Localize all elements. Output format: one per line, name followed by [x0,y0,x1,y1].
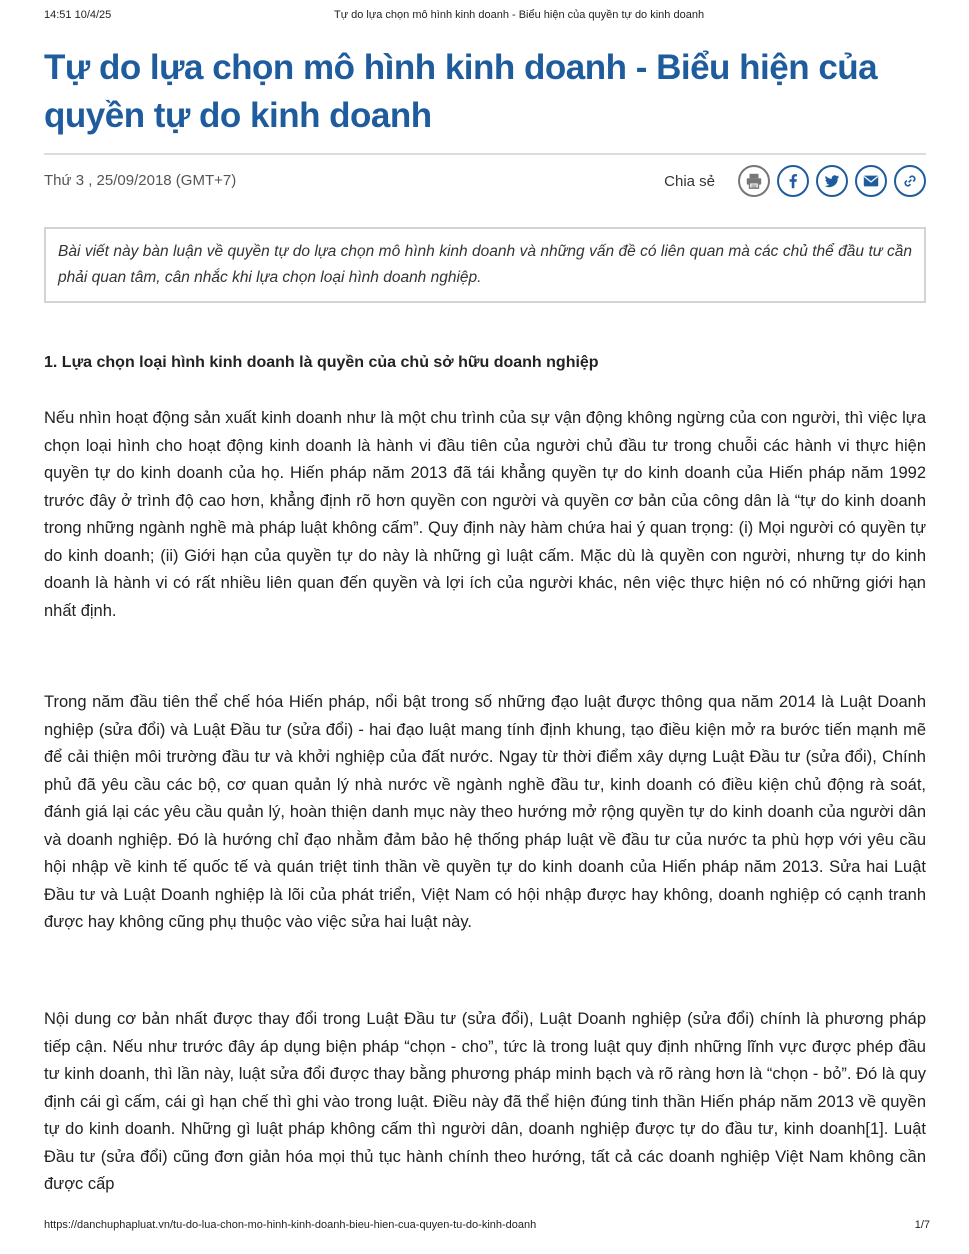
twitter-icon [823,172,841,190]
facebook-icon [784,172,802,190]
share-label: Chia sẻ [664,172,715,190]
article-paragraph: Nếu nhìn hoạt động sản xuất kinh doanh như là một chu trình của sự vận động không ngừng của con người, thì việc lựa chọn loại hình cho hoạt động kinh doanh là hành vi đầu tiên của người chủ đầu tư trong chuỗi các hành vi thực hiện quyền tự do kinh doanh của họ. Hiến pháp năm 2013 đã tái khẳng quyền tự do kinh doanh của Hiến pháp năm 1992 trước đây ở trình độ cao hơn, khẳng định rõ hơn quyền con người và quyền cơ bản của công dân là “tự do kinh doanh trong những ngành nghề mà pháp luật không cấm”. Quy định này hàm chứa hai ý quan trọng: (i) Mọi người có quyền tự do kinh doanh; (ii) Giới hạn của quyền tự do này là những gì luật cấm. Mặc dù là quyền con người, nhưng tự do kinh doanh là hành vi có rất nhiều liên quan đến quyền và lợi ích của người khác, nên việc thực hiện nó có những giới hạn nhất định. [44,409,926,620]
share-bar [664,162,926,200]
article-paragraph: Nội dung cơ bản nhất được thay đổi trong Luật Đầu tư (sửa đổi), Luật Doanh nghiệp (sửa đổi) chính là phương pháp tiếp cận. Nếu như trước đây áp dụng biện pháp “chọn - cho”, tức là trong luật quy định những lĩnh vực được phép đầu tư kinh doanh, thì lần này, luật sửa đổi được thay bằng phương pháp minh bạch và rõ ràng hơn là “chọn - bỏ”. Đó là quy định cái gì cấm, cái gì hạn chế thì ghi vào trong luật. Điều này đã thể hiện đúng tinh thần Hiến pháp năm 2013 về quyền tự do kinh doanh. Những gì luật pháp không cấm thì người dân, doanh nghiệp được tự do đầu tư, kinh doanh[1]. Luật Đầu tư (sửa đổi) cũng đơn giản hóa mọi thủ tục hành chính theo hướng, tất cả các doanh nghiệp Việt Nam không cần được cấp [44,1010,926,1193]
print-button[interactable] [738,165,770,197]
print-doc-title: Tự do lựa chọn mô hình kinh doanh - Biểu hiện của quyền tự do kinh doanh [334,9,705,21]
twitter-share-button[interactable] [816,165,848,197]
divider [44,153,926,155]
link-icon [901,172,919,190]
print-icon [745,172,763,190]
article-title: Tự do lựa chọn mô hình kinh doanh - Biểu hiện của quyền tự do kinh doanh [44,48,878,135]
print-url: https://danchuphapluat.vn/tu-do-lua-chon-mo-hinh-kinh-doanh-bieu-hien-cua-quyen-tu-do-kinh-doanh [44,1219,537,1231]
print-datetime: 14:51 10/4/25 [44,9,112,21]
copy-link-button[interactable] [894,165,926,197]
article-summary: Bài viết này bàn luận về quyền tự do lựa chọn mô hình kinh doanh và những vấn đề có liên quan mà các chủ thể đầu tư cần phải quan tâm, cân nhắc khi lựa chọn loại hình doanh nghiệp. [44,227,926,303]
email-share-button[interactable] [855,165,887,197]
section-heading: 1. Lựa chọn loại hình kinh doanh là quyền của chủ sở hữu doanh nghiệp [44,354,599,371]
print-header [44,9,930,23]
print-footer [44,1219,930,1233]
page-number: 1/7 [914,1219,930,1231]
facebook-share-button[interactable] [777,165,809,197]
email-icon [862,172,880,190]
article-date: Thứ 3 , 25/09/2018 (GMT+7) [44,172,237,189]
article-paragraph: Trong năm đầu tiên thể chế hóa Hiến pháp, nổi bật trong số những đạo luật được thông qua năm 2014 là Luật Doanh nghiệp (sửa đổi) và Luật Đầu tư (sửa đổi) - hai đạo luật mang tính định khung, tạo điều kiện mở ra bước tiến mạnh mẽ để cải thiện môi trường đầu tư và khởi nghiệp của đất nước. Ngay từ thời điểm xây dựng Luật Đầu tư (sửa đổi), Chính phủ đã yêu cầu các bộ, cơ quan quản lý nhà nước về ngành nghề đầu tư, kinh doanh có điều kiện chủ động rà soát, đánh giá lại các yêu cầu quản lý, hoàn thiện danh mục này theo hướng mở rộng quyền tự do kinh doanh của người dân và doanh nghiệp. Đó là hướng chỉ đạo nhằm đảm bảo hệ thống pháp luật về đầu tư của nước ta phù hợp với yêu cầu hội nhập về kinh tế quốc tế và quán triệt tinh thần về quyền tự do kinh doanh của Hiến pháp năm 2013. Sửa hai Luật Đầu tư và Luật Doanh nghiệp là lõi của phát triển, Việt Nam có hội nhập được hay không, doanh nghiệp có cạnh tranh được hay không cũng phụ thuộc vào việc sửa hai luật này. [44,693,926,931]
